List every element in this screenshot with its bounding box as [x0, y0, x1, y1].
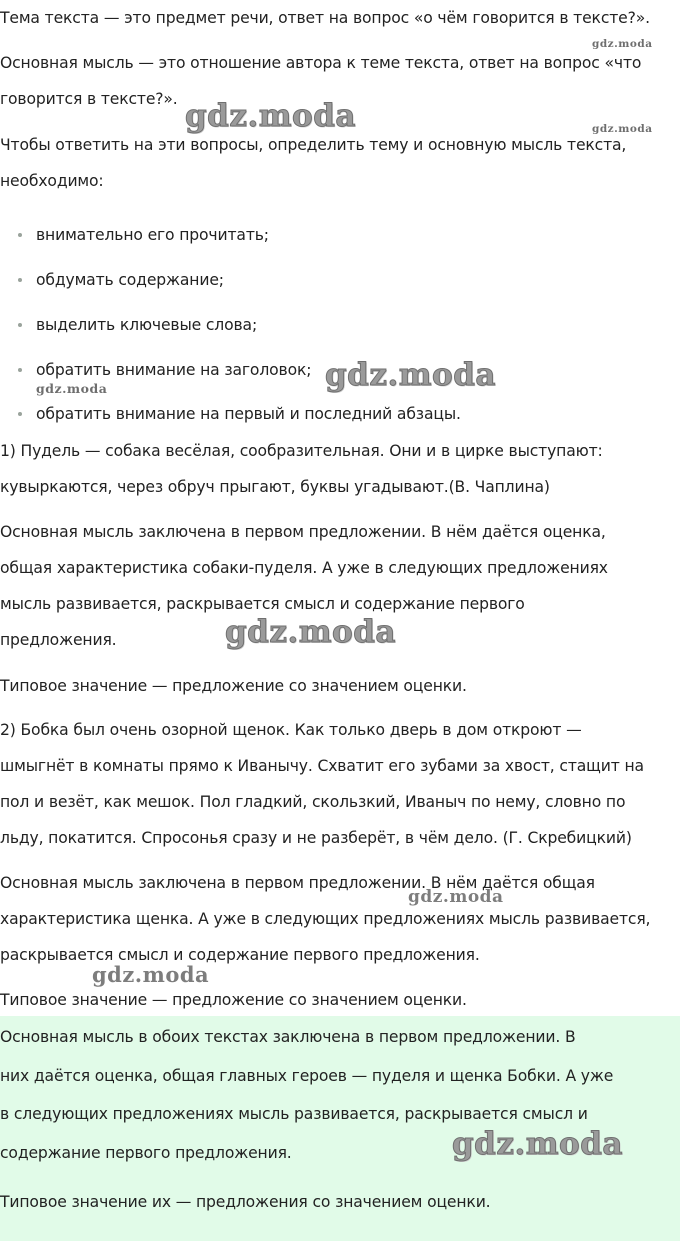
watermark: gdz.moda [452, 1126, 623, 1162]
bullet-icon [18, 368, 22, 372]
bullet-icon [18, 233, 22, 237]
bullet-icon [18, 323, 22, 327]
watermark: gdz.moda [36, 381, 108, 396]
text2-line1: 2) Бобка был очень озорной щенок. Как только дверь в дом откроют — [0, 721, 582, 739]
analysis1-line1: Основная мысль заключена в первом предложении. В нём даётся оценка, [0, 523, 606, 541]
analysis2-line2: характеристика щенка. А уже в следующих предложениях мысль развивается, [0, 910, 651, 928]
paragraph-how-to-line2: необходимо: [0, 172, 104, 190]
text2-line2: шмыгнёт в комнаты прямо к Иванычу. Схватит его зубами за хвост, стащит на [0, 757, 644, 775]
analysis1-line3: мысль развивается, раскрывается смысл и содержание первого [0, 595, 525, 613]
paragraph-theme: Тема текста — это предмет речи, ответ на вопрос «о чём говорится в тексте?». [0, 9, 650, 27]
conclusion-line3: в следующих предложениях мысль развивается, раскрывается смысл и [0, 1105, 588, 1123]
text2-line4: льду, покатится. Спросонья сразу и не разберёт, в чём дело. (Г. Скребицкий) [0, 829, 632, 847]
text1-line2: кувыркаются, через обруч прыгают, буквы угадывают.(В. Чаплина) [0, 478, 550, 496]
conclusion-line2: них даётся оценка, общая главных героев — пуделя и щенка Бобки. А уже [0, 1067, 614, 1085]
analysis1-line4: предложения. [0, 631, 117, 649]
type1-line: Типовое значение — предложение со значением оценки. [0, 677, 467, 695]
watermark: gdz.moda [592, 38, 653, 50]
text2-line3: пол и везёт, как мешок. Пол гладкий, скользкий, Иваныч по нему, словно по [0, 793, 626, 811]
paragraph-main-idea-line1: Основная мысль — это отношение автора к теме текста, ответ на вопрос «что [0, 54, 642, 72]
paragraph-main-idea-line2: говорится в тексте?». [0, 90, 178, 108]
type2-line: Типовое значение — предложение со значением оценки. [0, 991, 467, 1009]
analysis2-line1: Основная мысль заключена в первом предложении. В нём даётся общая [0, 874, 595, 892]
watermark: gdz.moda [592, 123, 653, 135]
paragraph-how-to-line1: Чтобы ответить на эти вопросы, определить тему и основную мысль текста, [0, 136, 627, 154]
conclusion-line4: содержание первого предложения. [0, 1144, 292, 1162]
conclusion-type-line: Типовое значение их — предложения со значением оценки. [0, 1193, 491, 1211]
bullet-icon [18, 278, 22, 282]
watermark: gdz.moda [185, 98, 356, 134]
watermark: gdz.moda [225, 614, 396, 650]
document: Тема текста — это предмет речи, ответ на вопрос «о чём говорится в тексте?». Основная мысль — это отношение автора к теме текста, ответ на вопрос «что говорится в тексте?». Чтобы ответить на эти вопросы, определить тему и основную мысль текста, необходимо: внимательно его прочитать; обдумать содержание; выделить ключевые слова; обратить внимание на заголовок; обратить внимание на первый и последний абзацы. 1) Пудель — собака весёлая, сообразительная. Они и в цирке выступают: кувыркаются, через обруч прыгают, буквы угадывают.(В. Чаплина) Основная мысль заключена в первом предложении. В нём даётся оценка, общая характеристика собаки-пуделя. А уже в следующих предложениях мысль развивается, раскрывается смысл и содержание первого предложения. Типовое значение — предложение со значением оценки. 2) Бобка был очень озорной щенок. Как только дверь в дом откроют — шмыгнёт в комнаты прямо к Иванычу. Схватит его зубами за хвост, стащит на пол и везёт, как мешок. Пол гладкий, скользкий, Иваныч по нему, словно по льду, покатится. Спросонья сразу и не разберёт, в чём дело. (Г. Скребицкий) Основная мысль заключена в первом предложении. В нём даётся общая характеристика щенка. А уже в следующих предложениях мысль развивается, раскрывается смысл и содержание первого предложения. Типовое значение — предложение со значением оценки. Основная мысль в обоих текстах заключена в первом предложении. В них даётся оценка, общая главных героев — пуделя и щенка Бобки. А уже в следующих предложениях мысль развивается, раскрывается смысл и содержание первого предложения. Типовое значение их — предложения со значением оценки. gdz.moda gdz.moda gdz.moda gdz.moda gdz.moda gdz.moda gdz.moda gdz.moda gdz.moda [0, 0, 680, 1241]
watermark: gdz.moda [92, 962, 210, 987]
analysis1-line2: общая характеристика собаки-пуделя. А уже в следующих предложениях [0, 559, 608, 577]
analysis2-line3: раскрывается смысл и содержание первого предложения. [0, 946, 480, 964]
bullet-icon [18, 412, 22, 416]
watermark: gdz.moda [325, 357, 496, 393]
text1-line1: 1) Пудель — собака весёлая, сообразительная. Они и в цирке выступают: [0, 442, 603, 460]
watermark: gdz.moda [408, 887, 504, 907]
conclusion-line1: Основная мысль в обоих текстах заключена в первом предложении. В [0, 1028, 576, 1046]
